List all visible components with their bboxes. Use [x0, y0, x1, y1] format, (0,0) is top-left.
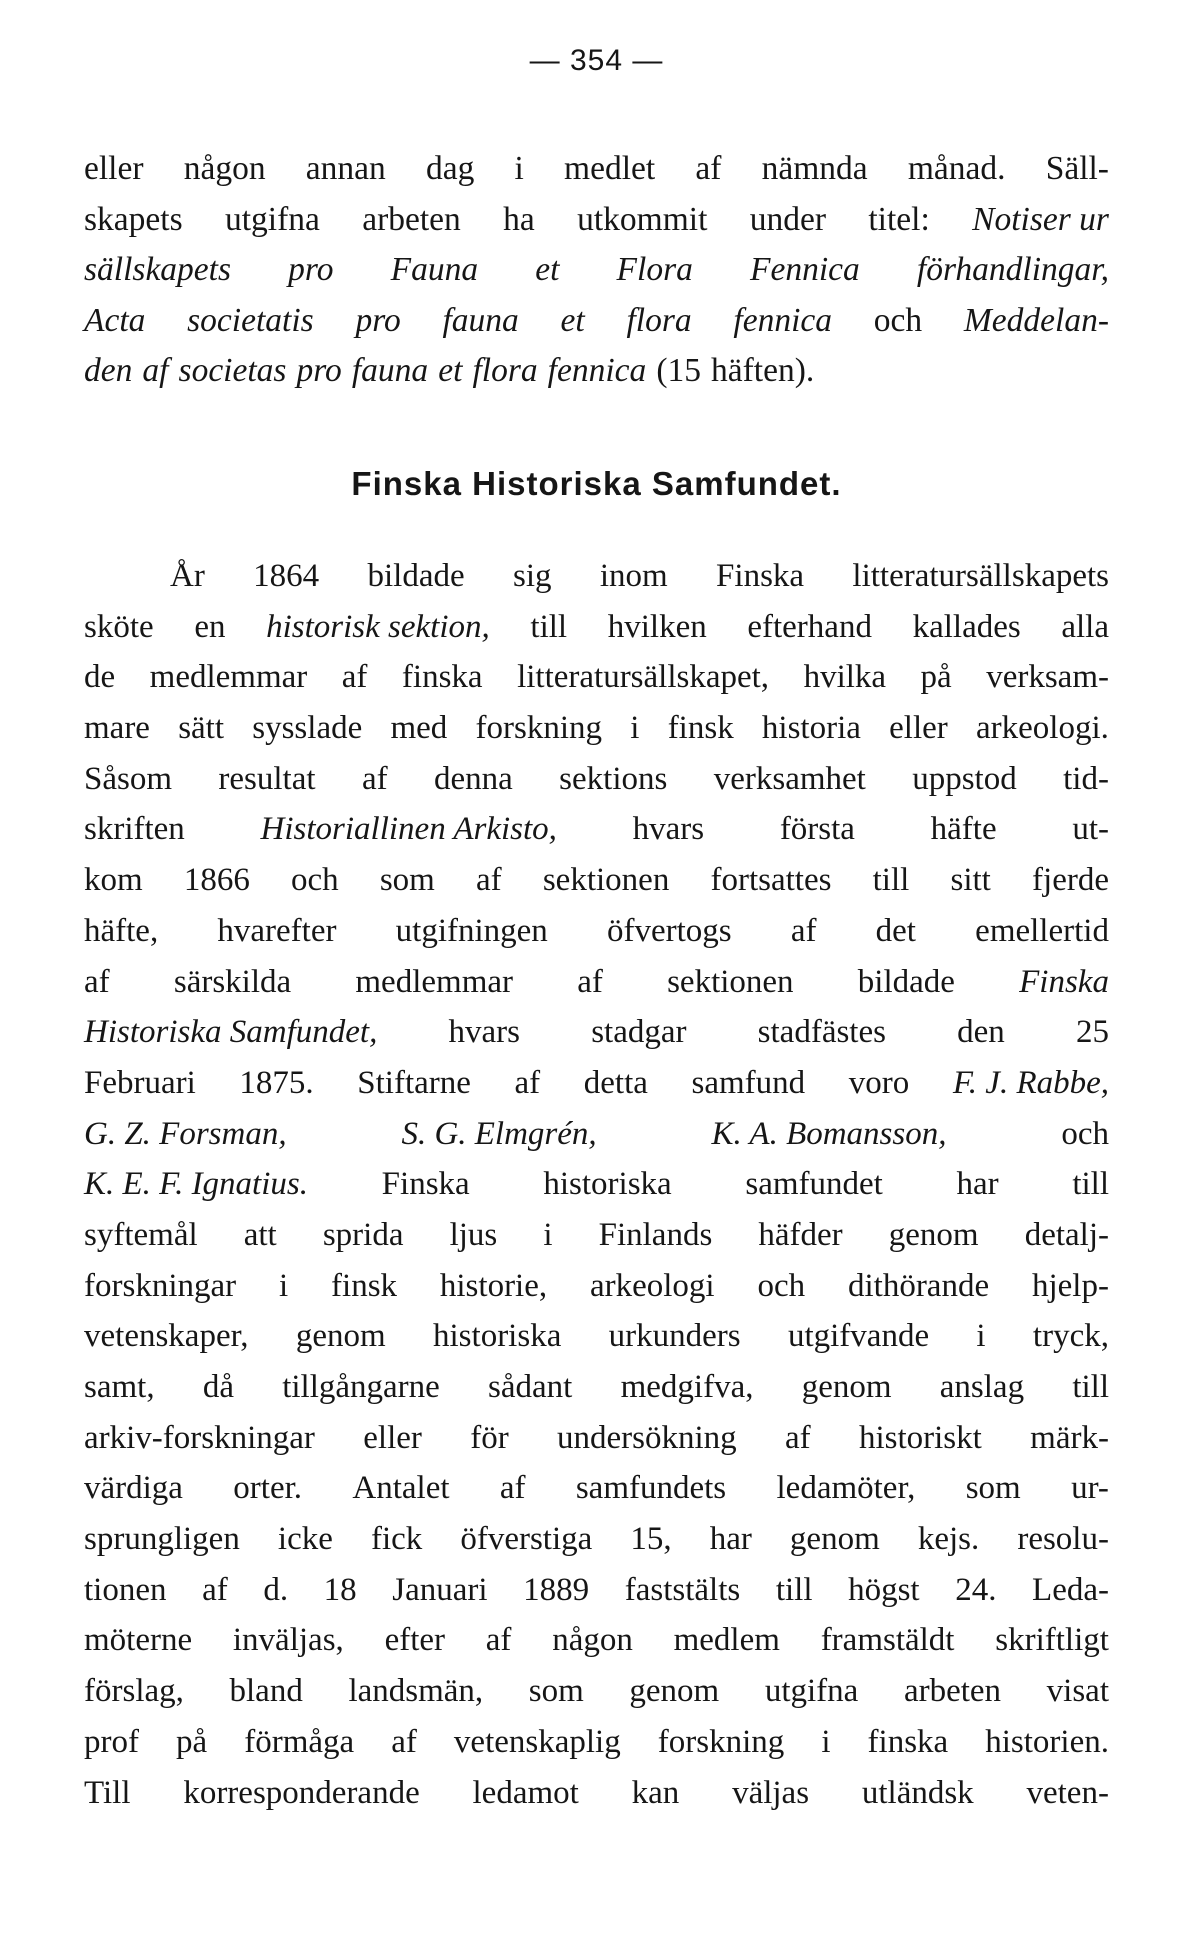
word: som	[379, 862, 435, 899]
word: 1864	[253, 558, 320, 594]
word: den	[957, 1014, 1005, 1051]
word: mare	[84, 710, 150, 747]
word: och	[757, 1267, 806, 1304]
word: af	[361, 760, 388, 797]
word: genom	[789, 1521, 880, 1558]
word: särskilda	[173, 963, 292, 1000]
word: veten-	[1026, 1774, 1109, 1811]
word: dithörande	[847, 1267, 990, 1304]
word: som	[965, 1470, 1021, 1507]
word: skriften	[84, 811, 185, 848]
word: G. Z. Forsman,	[84, 1115, 287, 1152]
word: och	[291, 862, 339, 899]
word: historie,	[439, 1267, 548, 1304]
word: finska	[867, 1723, 949, 1760]
word: värdiga	[84, 1470, 183, 1507]
word: forskning	[657, 1723, 785, 1760]
word: pro	[296, 352, 342, 390]
word: någon	[183, 150, 266, 187]
word: fauna	[351, 352, 429, 390]
word: ur-	[1071, 1470, 1109, 1507]
word: Historiallinen Arkisto,	[260, 811, 557, 848]
word: ut-	[1072, 811, 1109, 848]
word: då	[202, 1369, 234, 1405]
word: till	[1072, 1369, 1109, 1405]
word: inväljas,	[232, 1622, 344, 1659]
word: utgifvande	[787, 1318, 930, 1355]
word: historisk sektion,	[266, 608, 490, 645]
word: har	[709, 1521, 752, 1558]
word: Fennica	[750, 251, 860, 289]
word: fjerde	[1032, 862, 1109, 899]
word: detalj-	[1024, 1216, 1109, 1253]
word: hvars	[448, 1014, 520, 1051]
word: af	[391, 1723, 417, 1760]
word: dag	[425, 150, 475, 187]
word: societatis	[187, 301, 314, 339]
word: ledamöter,	[776, 1470, 916, 1507]
word: af	[485, 1622, 512, 1659]
word: förslag,	[84, 1673, 184, 1710]
word: märk-	[1030, 1419, 1109, 1456]
word: nämnda	[761, 150, 868, 187]
word: af	[790, 912, 817, 949]
word: et	[535, 251, 560, 289]
word: efter	[384, 1622, 446, 1659]
word: faststälts	[624, 1571, 741, 1608]
page-number: — 354 —	[529, 44, 664, 77]
word: genom	[295, 1318, 386, 1355]
word: en	[194, 608, 226, 645]
body-line	[84, 906, 1109, 957]
word: häfder	[758, 1216, 843, 1253]
word: sig	[513, 558, 552, 594]
word: eller	[363, 1419, 422, 1456]
word: ledamot	[472, 1774, 579, 1811]
word: forskningar	[84, 1267, 237, 1304]
body-line	[84, 754, 1109, 805]
word: förhandlingar,	[916, 251, 1109, 289]
word: att	[243, 1216, 277, 1253]
word: med	[390, 710, 448, 747]
body-line	[84, 1210, 1109, 1261]
word: (15	[656, 352, 701, 390]
word: bildade	[857, 963, 955, 1000]
word: kallades	[912, 608, 1021, 645]
word: af	[142, 352, 169, 390]
word: kejs.	[917, 1521, 980, 1558]
word: Notiser ur	[972, 200, 1109, 238]
word: prof	[84, 1723, 139, 1760]
word: fortsattes	[710, 862, 832, 899]
body-line	[84, 855, 1109, 906]
word: af	[476, 862, 502, 899]
word: till	[872, 862, 910, 899]
word: hvilken	[607, 608, 707, 645]
word: tryck,	[1032, 1318, 1109, 1355]
word: genom	[888, 1216, 979, 1253]
word: fennica	[733, 301, 832, 339]
word: 18	[323, 1571, 357, 1608]
word: ljus	[449, 1216, 498, 1253]
word: de	[84, 659, 116, 696]
word: Antalet	[352, 1470, 450, 1507]
word: utgifna	[224, 200, 320, 238]
word: fennica	[547, 352, 647, 390]
word: af	[341, 659, 368, 696]
word: eller	[889, 710, 948, 747]
word: Finska	[716, 558, 805, 594]
body-line	[84, 1109, 1109, 1160]
word: genom	[801, 1369, 892, 1405]
word: väljas	[732, 1774, 810, 1811]
word: kom	[84, 862, 143, 899]
word: månad.	[907, 150, 1006, 187]
intro-paragraph	[84, 144, 1109, 397]
word: tionen	[84, 1571, 167, 1608]
word: historiskt	[858, 1419, 982, 1456]
word: arkeologi.	[976, 710, 1109, 747]
word: medlem	[673, 1622, 780, 1659]
word: finsk	[667, 710, 734, 747]
word: samfundets	[575, 1470, 727, 1507]
word: Meddelan-	[963, 301, 1109, 339]
intro-line	[84, 346, 1109, 397]
word: medlemmar	[355, 963, 513, 1000]
word: vetenskaplig	[453, 1723, 621, 1760]
word: som	[528, 1673, 584, 1710]
word: öfvertogs	[607, 912, 732, 949]
body-line	[84, 804, 1109, 855]
word: och	[1061, 1115, 1109, 1152]
body-line	[84, 652, 1109, 703]
word: societas	[178, 352, 287, 390]
word: i	[976, 1318, 986, 1355]
word: F. J. Rabbe,	[952, 1064, 1109, 1101]
word: Finska	[381, 1166, 470, 1203]
word: häfte	[930, 811, 997, 848]
word: arbeten	[903, 1673, 1002, 1710]
word: sköte	[84, 608, 154, 645]
word: urkunders	[608, 1318, 741, 1355]
word: genom	[629, 1673, 720, 1710]
word: i	[543, 1216, 553, 1253]
word: hjelp-	[1031, 1267, 1109, 1304]
word: sprida	[322, 1216, 404, 1253]
body-line	[84, 957, 1109, 1008]
word: verksamhet	[713, 760, 866, 797]
word: utgifna	[764, 1673, 859, 1710]
word: emellertid	[975, 912, 1109, 949]
word: historia	[761, 710, 861, 747]
word: till	[775, 1571, 813, 1608]
word: arkeologi	[589, 1267, 715, 1304]
word: i	[821, 1723, 831, 1760]
body-line	[84, 703, 1109, 754]
body-line	[84, 1768, 1109, 1819]
word: Finska	[1019, 963, 1109, 1000]
word: 25	[1076, 1014, 1109, 1051]
word: År	[170, 558, 205, 594]
word: skriftligt	[995, 1622, 1109, 1659]
word: sällskapets	[84, 251, 232, 289]
word: bildade	[367, 558, 465, 594]
intro-line	[84, 245, 1109, 296]
word: första	[779, 811, 855, 848]
word: detta	[583, 1064, 648, 1101]
word: af	[695, 150, 722, 187]
word: i	[279, 1267, 289, 1304]
word: resolu-	[1017, 1521, 1109, 1558]
word: d.	[263, 1571, 289, 1608]
word: hvarefter	[217, 912, 337, 949]
word: utländsk	[861, 1774, 974, 1811]
word: finska	[401, 659, 483, 696]
intro-line	[84, 144, 1109, 195]
word: sektionen	[542, 862, 670, 899]
word: bland	[229, 1673, 303, 1710]
word: Februari	[84, 1064, 196, 1101]
word: S. G. Elmgrén,	[401, 1115, 597, 1152]
word: visat	[1046, 1673, 1109, 1710]
word: inom	[599, 558, 668, 594]
word: voro	[848, 1064, 910, 1101]
word: på	[176, 1723, 208, 1760]
word: verksam-	[986, 659, 1109, 696]
word: uppstod	[912, 760, 1017, 797]
word: af	[202, 1571, 228, 1608]
word: någon	[552, 1622, 633, 1659]
body-line	[84, 1615, 1109, 1666]
word: pro	[355, 301, 401, 339]
word: litteratursällskapet,	[517, 659, 770, 696]
word: till	[1072, 1166, 1109, 1203]
body-line	[84, 1514, 1109, 1565]
word: för	[470, 1419, 509, 1456]
word: icke	[277, 1521, 333, 1558]
word: annan	[305, 150, 386, 187]
word: historien.	[985, 1723, 1109, 1760]
word: sitt	[950, 862, 991, 899]
word: 15,	[630, 1521, 672, 1558]
word: öfverstiga	[460, 1521, 593, 1558]
word: medgifva,	[620, 1369, 754, 1405]
word: 1875.	[239, 1064, 314, 1101]
word: samfundet	[745, 1166, 883, 1203]
word: af	[84, 963, 110, 1000]
section-heading: Finska Historiska Samfundet.	[351, 465, 842, 502]
word: anslag	[939, 1369, 1025, 1405]
word: historiska	[543, 1166, 672, 1203]
word: möterne	[84, 1622, 193, 1659]
word: finsk	[331, 1267, 398, 1304]
word: och	[873, 301, 923, 339]
word: resultat	[218, 760, 316, 797]
word: fick	[370, 1521, 423, 1558]
word: medlet	[564, 150, 656, 187]
word: litteratursällskapets	[852, 558, 1109, 594]
body-paragraph	[84, 551, 1109, 1818]
word: i	[630, 710, 640, 747]
word: sätt	[178, 710, 225, 747]
word: historiska	[433, 1318, 562, 1355]
body-line	[84, 551, 1109, 602]
word: tid-	[1063, 760, 1109, 797]
word: flora	[626, 301, 692, 339]
word: af	[499, 1470, 526, 1507]
body-line	[84, 1565, 1109, 1616]
word: förmåga	[244, 1723, 355, 1760]
word: skapets	[84, 200, 183, 238]
word: arkiv-forskningar	[84, 1419, 315, 1456]
body-line	[84, 1717, 1109, 1768]
body-line	[84, 1007, 1109, 1058]
word: stadgar	[591, 1014, 687, 1051]
intro-line	[84, 296, 1109, 347]
word: syftemål	[84, 1216, 198, 1253]
word: framstäldt	[820, 1622, 955, 1659]
word: korresponderande	[183, 1774, 420, 1811]
word: medlemmar	[149, 659, 308, 696]
body-line	[84, 602, 1109, 653]
word: har	[956, 1166, 999, 1203]
word: Historiska Samfundet,	[84, 1014, 378, 1051]
body-line	[84, 1311, 1109, 1362]
word: ha	[503, 200, 535, 238]
word: alla	[1061, 608, 1109, 645]
word: högst	[848, 1571, 920, 1608]
word: arbeten	[362, 200, 461, 238]
word: 1866	[183, 862, 250, 899]
word: Flora	[616, 251, 693, 289]
word: undersökning	[557, 1419, 737, 1456]
body-line	[84, 1362, 1109, 1413]
word: Stiftarne	[357, 1064, 471, 1101]
word: pro	[288, 251, 334, 289]
word: et	[438, 352, 463, 390]
word: K. A. Bomansson,	[711, 1115, 947, 1152]
word: af	[785, 1419, 811, 1456]
word: flora	[472, 352, 538, 390]
word: Fauna	[390, 251, 479, 289]
word: Acta	[84, 301, 146, 339]
body-line	[84, 1058, 1109, 1109]
word: fauna	[442, 301, 519, 339]
word: utgifningen	[395, 912, 548, 949]
word: vetenskaper,	[84, 1318, 249, 1355]
word: forskning	[475, 710, 603, 747]
word: denna	[433, 760, 513, 797]
word: häften).	[711, 352, 815, 390]
body-line	[84, 1463, 1109, 1514]
body-line	[84, 1666, 1109, 1717]
body-line	[84, 1261, 1109, 1312]
word: Leda-	[1032, 1571, 1109, 1608]
word: häfte,	[84, 912, 159, 949]
word: under	[749, 200, 827, 238]
body-line	[84, 1413, 1109, 1464]
word: samfund	[691, 1064, 806, 1101]
word: sektionen	[667, 963, 794, 1000]
word: kan	[631, 1774, 680, 1811]
word: hvilka	[803, 659, 887, 696]
word: Såsom	[84, 760, 173, 797]
word: till	[530, 608, 568, 645]
word: den	[84, 352, 133, 390]
word: af	[514, 1064, 541, 1101]
word: eller	[84, 150, 144, 187]
word: sprungligen	[84, 1521, 240, 1558]
word: Finlands	[598, 1216, 713, 1253]
word: utkommit	[577, 200, 708, 238]
word: samt,	[84, 1369, 155, 1405]
word: sådant	[488, 1369, 573, 1405]
word: Till	[84, 1774, 131, 1811]
word: orter.	[233, 1470, 303, 1507]
word: i	[514, 150, 524, 187]
word: K. E. F. Ignatius.	[84, 1166, 308, 1203]
word: landsmän,	[348, 1673, 484, 1710]
body-line	[84, 1159, 1109, 1210]
word: 1889	[523, 1571, 590, 1608]
word: Säll-	[1045, 150, 1109, 187]
word: efterhand	[747, 608, 872, 645]
word: stadfästes	[757, 1014, 886, 1051]
word: hvars	[632, 811, 705, 848]
word: tillgångarne	[282, 1369, 440, 1405]
word: 24.	[955, 1571, 997, 1608]
word: sysslade	[252, 710, 363, 747]
word: sektions	[559, 760, 668, 797]
word: af	[577, 963, 603, 1000]
word: et	[560, 301, 585, 339]
intro-line	[84, 195, 1109, 246]
word: titel:	[868, 200, 930, 238]
word: på	[920, 659, 952, 696]
word: Januari	[392, 1571, 488, 1608]
word: det	[875, 912, 916, 949]
